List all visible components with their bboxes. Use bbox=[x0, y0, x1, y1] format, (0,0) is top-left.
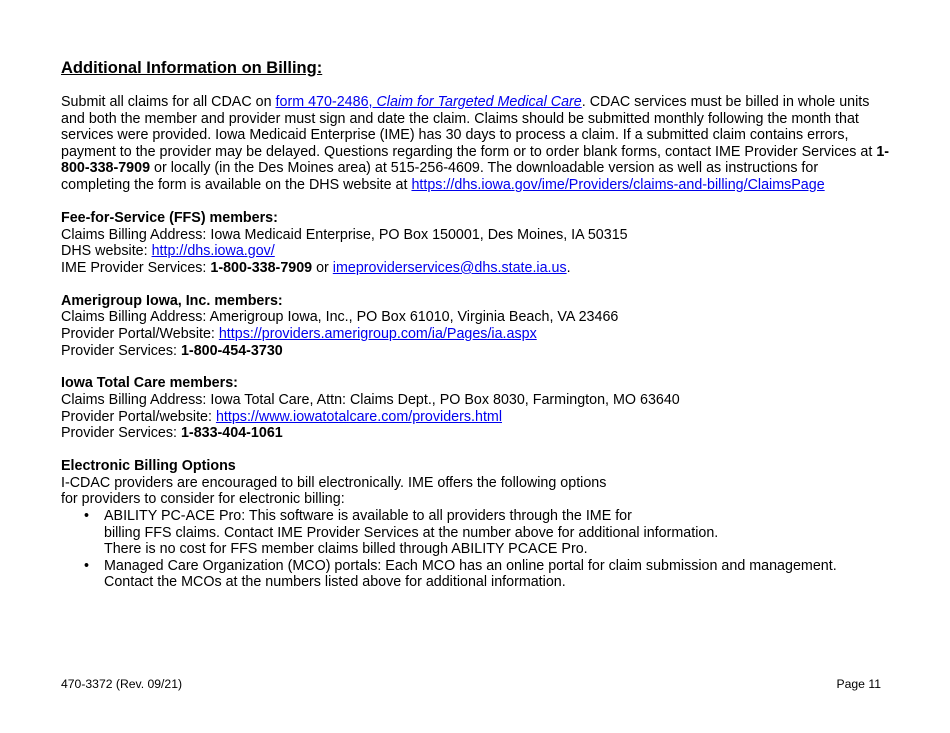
amerigroup-services-line: Provider Services: 1-800-454-3730 bbox=[61, 342, 283, 359]
ffs-services-line: IME Provider Services: 1-800-338-7909 or imeproviderservices@dhs.state.ia.us. bbox=[61, 259, 571, 276]
amerigroup-heading: Amerigroup Iowa, Inc. members: bbox=[61, 292, 283, 309]
ffs-address: Claims Billing Address: Iowa Medicaid Enterprise, PO Box 150001, Des Moines, IA 50315 bbox=[61, 226, 628, 243]
claims-page-link[interactable]: https://dhs.iowa.gov/ime/Providers/claims-and-billing/ClaimsPage bbox=[411, 176, 825, 193]
claim-form-link[interactable]: form 470-2486, Claim for Targeted Medical Care bbox=[275, 94, 582, 110]
document-page bbox=[61, 58, 891, 591]
page-title: Additional Information on Billing: bbox=[61, 59, 323, 77]
itc-section bbox=[61, 375, 891, 441]
electronic-intro-1: I-CDAC providers are encouraged to bill electronically. IME offers the following options bbox=[61, 474, 607, 491]
ime-email-link[interactable]: imeproviderservices@dhs.state.ia.us bbox=[332, 259, 567, 276]
itc-portal-link[interactable]: https://www.iowatotalcare.com/providers.html bbox=[215, 408, 502, 425]
ffs-heading: Fee-for-Service (FFS) members: bbox=[61, 209, 278, 226]
form-number: 470-3372 (Rev. 09/21) bbox=[61, 677, 183, 691]
itc-services-line: Provider Services: 1-833-404-1061 bbox=[61, 425, 283, 442]
amerigroup-address: Claims Billing Address: Amerigroup Iowa, Inc., PO Box 61010, Virginia Beach, VA 23466 bbox=[61, 309, 619, 326]
dhs-website-link[interactable]: http://dhs.iowa.gov/ bbox=[151, 243, 275, 260]
itc-portal-line: Provider Portal/website: https://www.iowatotalcare.com/providers.html bbox=[61, 408, 502, 425]
list-item: • Managed Care Organization (MCO) portals: Each MCO has an online portal for claim submission and management. Contact the MCOs at the numbers listed above for additional information. bbox=[84, 557, 837, 591]
amerigroup-section bbox=[61, 293, 891, 359]
electronic-heading: Electronic Billing Options bbox=[61, 458, 236, 475]
electronic-intro-2: for providers to consider for electronic billing: bbox=[61, 491, 345, 508]
bullet-icon: • bbox=[84, 508, 90, 525]
ffs-section bbox=[61, 210, 891, 276]
amerigroup-portal-line: Provider Portal/Website: https://providers.amerigroup.com/ia/Pages/ia.aspx bbox=[61, 325, 537, 342]
electronic-billing-section bbox=[61, 458, 891, 591]
itc-heading: Iowa Total Care members: bbox=[61, 375, 238, 392]
amerigroup-portal-link[interactable]: https://providers.amerigroup.com/ia/Pages/ia.aspx bbox=[218, 325, 537, 342]
page-number: Page 11 bbox=[836, 677, 881, 691]
intro-paragraph: Submit all claims for all CDAC on form 470-2486, Claim for Targeted Medical Care. CDAC services must be billed in whole units and both the member and provider must sign and date the claim. Claims should be submitted monthly following the month that services were provided. Iowa Medicaid Enterprise (IME) has 30 days to process a claim. If a submitted claim contains errors, payment to the provider may be delayed. Questions regarding the form or to order blank forms, contact IME Provider Services at 1-800-338-7909 or locally (in the Des Moines area) at 515-256-4609. The downloadable version as well as instructions for completing the form is available on the DHS website at https://dhs.iowa.gov/ime/Providers/claims-and-billing/ClaimsPage bbox=[61, 94, 890, 193]
list-item: • ABILITY PC-ACE Pro: This software is available to all providers through the IME for billing FFS claims. Contact IME Provider Services at the number above for additional information. There is no cost for FFS member claims billed through ABILITY PCACE Pro. bbox=[84, 508, 719, 558]
itc-address: Claims Billing Address: Iowa Total Care, Attn: Claims Dept., PO Box 8030, Farmington, MO 63640 bbox=[61, 392, 680, 409]
ime-phone: 1-800-338-7909 bbox=[61, 143, 890, 177]
ffs-website-line: DHS website: http://dhs.iowa.gov/ bbox=[61, 243, 275, 260]
bullet-icon: • bbox=[84, 557, 90, 574]
electronic-options-list bbox=[61, 508, 891, 591]
